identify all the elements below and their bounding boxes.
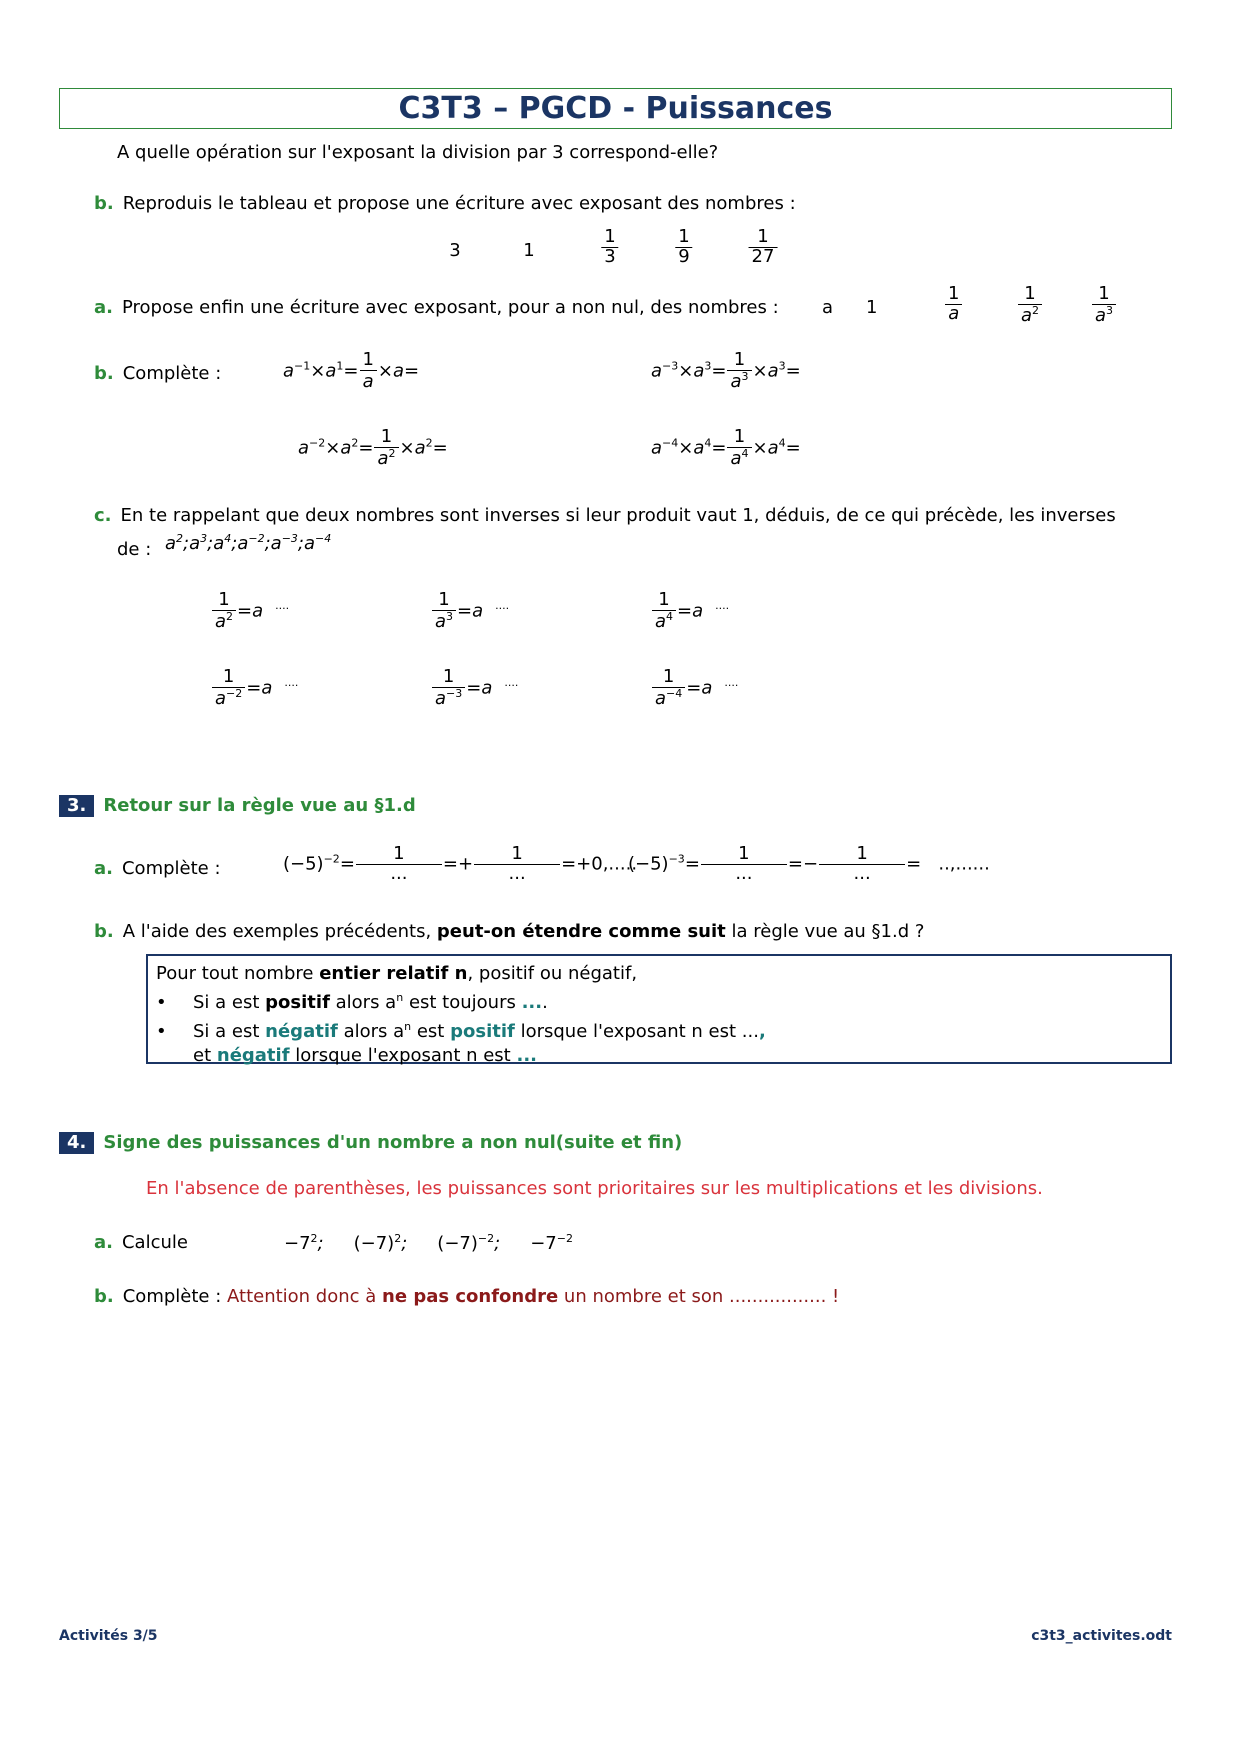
- power-list: [165, 532, 331, 554]
- base: a: [655, 610, 667, 632]
- fraction: [652, 591, 676, 632]
- fraction: [819, 845, 905, 884]
- operator: =: [785, 360, 801, 382]
- section-number: 4.: [59, 1132, 94, 1154]
- question-text: Propose enfin une écriture avec exposant, pour a non nul, des nombres :: [121, 297, 779, 318]
- base: a: [655, 687, 667, 709]
- exponent: 3: [741, 369, 749, 383]
- base: a: [362, 370, 374, 392]
- result-blank: =+0,.....: [561, 853, 638, 875]
- number: 1: [523, 240, 535, 261]
- rule-text: est: [416, 1021, 445, 1042]
- exponent: 2: [226, 609, 234, 623]
- denominator: [374, 447, 398, 469]
- exponent: −2: [556, 1232, 573, 1245]
- base: a: [701, 677, 713, 699]
- operator: =: [711, 360, 727, 382]
- inverse-3: [651, 591, 729, 632]
- denominator: [432, 610, 456, 632]
- question-text: Calcule: [121, 1232, 188, 1253]
- question-text-bold: peut-on étendre comme suit: [436, 921, 726, 942]
- number: 3: [449, 240, 461, 261]
- separator: ;: [264, 533, 271, 554]
- base: a: [651, 360, 663, 382]
- formula-4: [651, 428, 801, 469]
- denominator: a: [945, 304, 962, 324]
- base: a: [340, 437, 352, 459]
- formula-1: [283, 351, 419, 392]
- exponent: 4: [224, 532, 232, 545]
- operator: ×: [752, 437, 768, 459]
- question-b1: [94, 193, 796, 214]
- rule-text-teal: négatif: [265, 1021, 338, 1042]
- operator: =: [343, 360, 359, 382]
- denominator: ...: [819, 864, 905, 884]
- rule-text-bold: positif: [265, 992, 330, 1013]
- rule-text: alors a: [343, 1021, 405, 1042]
- denominator: ...: [356, 864, 442, 884]
- fraction: [727, 351, 751, 392]
- exponent: n: [396, 991, 404, 1004]
- separator: ;: [297, 533, 304, 554]
- operator: =: [466, 677, 482, 699]
- exponent: 3: [1106, 303, 1114, 317]
- exponent: −1: [294, 359, 311, 373]
- operator: =: [339, 853, 355, 875]
- fraction: [212, 591, 236, 632]
- operator: =: [785, 437, 801, 459]
- exponent: 4: [778, 436, 786, 450]
- numerator: 1: [733, 349, 746, 370]
- title-box: [59, 88, 1172, 129]
- blank-dots: ....: [495, 599, 510, 613]
- base: a: [730, 370, 742, 392]
- exponent: n: [404, 1020, 412, 1033]
- fraction: [212, 668, 245, 709]
- question-text: A l'aide des exemples précédents,: [122, 921, 432, 942]
- denominator: [212, 687, 245, 709]
- question-text: Complète :: [121, 858, 221, 879]
- numerator: 1: [1098, 283, 1110, 304]
- rule-text: alors a: [335, 992, 397, 1013]
- separator: ;: [317, 1233, 324, 1254]
- exponent: 2: [351, 436, 359, 450]
- rule-text: Si a est: [193, 992, 260, 1013]
- exponent: −2: [477, 1232, 495, 1245]
- rule-text-teal: négatif: [216, 1045, 290, 1066]
- question-label: b.: [94, 363, 114, 384]
- result-blank: = ..,......: [906, 853, 990, 875]
- operator: ×: [752, 360, 768, 382]
- exponent: −2: [226, 686, 243, 700]
- base: a: [325, 360, 337, 382]
- operator: =: [684, 853, 700, 875]
- separator: ;: [494, 1233, 501, 1254]
- footer-left: Activités 3/5: [59, 1628, 158, 1644]
- base: a: [767, 437, 779, 459]
- numerator: 1: [511, 843, 523, 864]
- denominator: [1092, 304, 1116, 326]
- question-label: a.: [94, 1232, 113, 1253]
- denominator: [360, 370, 377, 392]
- base: a: [481, 677, 493, 699]
- exponent: −3: [446, 686, 463, 700]
- question-label: b.: [94, 1286, 114, 1307]
- calc-expression: [284, 1232, 573, 1254]
- base: a: [237, 533, 249, 554]
- question-text: Reproduis le tableau et propose une écriture avec exposant des nombres :: [122, 193, 796, 214]
- exponent: 4: [741, 446, 749, 460]
- bullet-icon: •: [156, 992, 167, 1013]
- rule-text: et: [193, 1045, 212, 1066]
- rule-box: [146, 954, 1172, 1064]
- denominator: [727, 370, 751, 392]
- blank-dots: ....: [275, 599, 290, 613]
- operator: ×: [310, 360, 326, 382]
- exponent: −2: [323, 852, 340, 866]
- base: a: [215, 687, 227, 709]
- question-label: a.: [94, 858, 113, 879]
- base: (−5): [628, 853, 669, 875]
- base: a: [692, 600, 704, 622]
- question-b3: [94, 921, 924, 942]
- fraction: [1092, 285, 1116, 326]
- numerator: 1: [393, 843, 405, 864]
- rule-text: Si a est: [193, 1021, 260, 1042]
- base: a: [767, 360, 779, 382]
- operator: =: [686, 677, 702, 699]
- rule-blank: ...: [516, 1045, 537, 1066]
- base: a: [377, 447, 389, 469]
- question-c2-line2: [117, 539, 151, 560]
- blank-dots: ....: [724, 676, 739, 690]
- base: a: [303, 533, 316, 554]
- expr-term: −7: [284, 1233, 311, 1254]
- denominator: ...: [474, 864, 560, 884]
- separator: ;: [183, 533, 190, 554]
- fraction: [601, 228, 618, 267]
- question-text: Complète :: [122, 363, 222, 384]
- expr-term: (−7): [353, 1233, 395, 1254]
- sign-formula-2: [628, 845, 990, 884]
- exponent: 3: [704, 359, 712, 373]
- exponent: −4: [666, 686, 683, 700]
- inverse-5: [431, 668, 518, 709]
- numerator: 1: [438, 589, 450, 610]
- numerator: 1: [218, 589, 230, 610]
- denominator: ...: [701, 864, 787, 884]
- numerator: 1: [738, 843, 750, 864]
- section-number: 3.: [59, 795, 94, 817]
- base: a: [261, 677, 273, 699]
- blank-dots: ....: [715, 599, 730, 613]
- formula-3: [298, 428, 448, 469]
- operator: =: [404, 360, 420, 382]
- fraction: [652, 668, 685, 709]
- warning-text-bold: ne pas confondre: [382, 1286, 559, 1307]
- operator: =: [246, 677, 262, 699]
- base: a: [435, 687, 447, 709]
- question-label: a.: [94, 297, 113, 318]
- exponent: −3: [281, 532, 298, 545]
- question-label: b.: [94, 193, 114, 214]
- rule-line-1: [156, 962, 1162, 986]
- exponent: 4: [704, 436, 712, 450]
- exponent: −4: [315, 532, 332, 545]
- exponent: 2: [176, 532, 184, 545]
- base: a: [1021, 304, 1033, 326]
- number: a: [822, 297, 834, 318]
- exponent: 1: [336, 359, 344, 373]
- formula-2: [651, 351, 801, 392]
- operator: ×: [399, 437, 415, 459]
- denominator: 9: [675, 247, 692, 267]
- base: a: [270, 533, 282, 554]
- base: a: [252, 600, 264, 622]
- base: a: [189, 533, 201, 554]
- numerator: 1: [948, 283, 960, 304]
- question-text: Complète :: [122, 1286, 222, 1307]
- numerator: 1: [856, 843, 868, 864]
- exponent: 3: [446, 609, 454, 623]
- fraction: [356, 845, 442, 884]
- priority-note: En l'absence de parenthèses, les puissances sont prioritaires sur les multiplications et les divisions.: [146, 1178, 1043, 1199]
- rule-text: Pour tout nombre: [156, 963, 314, 984]
- fraction: [675, 228, 692, 267]
- fraction: [432, 668, 465, 709]
- operator: =: [711, 437, 727, 459]
- question-text: En te rappelant que deux nombres sont inverses si leur produit vaut 1, déduis, de ce qui précède, les inverses: [120, 505, 1116, 526]
- operator: ×: [377, 360, 394, 382]
- base: a: [651, 437, 663, 459]
- rule-text: , positif ou négatif,: [467, 963, 638, 984]
- numerator: 1: [442, 666, 455, 687]
- numerator: 1: [733, 426, 746, 447]
- exponent: 2: [1032, 303, 1040, 317]
- fraction: [727, 428, 751, 469]
- operator: ×: [678, 360, 694, 382]
- base: a: [298, 437, 310, 459]
- base: a: [730, 447, 742, 469]
- fraction: [359, 351, 376, 392]
- operator: =: [677, 600, 693, 622]
- exponent: 2: [394, 1232, 402, 1245]
- fraction: [749, 228, 778, 267]
- rule-text-teal: positif: [450, 1021, 515, 1042]
- base: a: [393, 360, 405, 382]
- base: a: [472, 600, 484, 622]
- inverse-6: [651, 668, 738, 709]
- sign-formula-1: [283, 845, 637, 884]
- section-4-header: [59, 1132, 682, 1154]
- base: a: [215, 610, 227, 632]
- fraction: [945, 285, 962, 324]
- base: a: [693, 437, 705, 459]
- question-a2: [94, 297, 779, 318]
- page-title: C3T3 – PGCD - Puissances: [398, 91, 833, 126]
- exponent: 4: [666, 609, 674, 623]
- exponent: −2: [248, 532, 265, 545]
- bullet-icon: •: [156, 1021, 167, 1042]
- base: a: [165, 533, 177, 554]
- fraction: [474, 845, 560, 884]
- operator: =: [787, 853, 803, 875]
- question-label: c.: [94, 505, 112, 526]
- operator: =: [442, 853, 458, 875]
- fraction: [701, 845, 787, 884]
- expr-term: −7: [530, 1233, 557, 1254]
- blank-dots: ....: [284, 676, 299, 690]
- exponent: −3: [662, 359, 679, 373]
- exponent: 2: [425, 436, 433, 450]
- operator: −: [803, 853, 819, 875]
- fraction: [432, 591, 456, 632]
- blank-dots: ....: [504, 676, 519, 690]
- numerator: 1: [362, 349, 374, 370]
- operator: +: [458, 853, 474, 875]
- warning-text: Attention donc à: [227, 1286, 377, 1307]
- denominator: [432, 687, 465, 709]
- numerator: 1: [222, 666, 235, 687]
- base: (−5): [283, 853, 324, 875]
- operator: =: [432, 437, 448, 459]
- numerator: 1: [1024, 283, 1036, 304]
- question-label: b.: [94, 921, 114, 942]
- rule-line-4: [156, 1044, 1162, 1068]
- numerator: 1: [678, 226, 690, 247]
- operator: ×: [325, 437, 341, 459]
- fraction: [374, 428, 398, 469]
- numerator: 1: [604, 226, 616, 247]
- base: a: [213, 533, 225, 554]
- rule-text: lorsque l'exposant n est ...: [520, 1021, 759, 1042]
- denominator: [212, 610, 236, 632]
- rule-blank: ...: [521, 992, 543, 1013]
- operator: =: [457, 600, 473, 622]
- rule-line-3: [156, 1015, 1162, 1044]
- rule-text-teal: ,: [758, 1021, 766, 1042]
- numerator: 1: [662, 666, 675, 687]
- footer-right: c3t3_activites.odt: [1031, 1628, 1172, 1644]
- question-c2: [94, 505, 1116, 526]
- warning-text: un nombre et son ................. !: [563, 1286, 840, 1307]
- numerator: 1: [658, 589, 670, 610]
- expr-term: (−7): [437, 1233, 478, 1254]
- inverse-4: [211, 668, 298, 709]
- exponent: 2: [310, 1232, 318, 1245]
- denominator: 3: [601, 247, 618, 267]
- base: a: [693, 360, 705, 382]
- question-intro: A quelle opération sur l'exposant la division par 3 correspond-elle?: [117, 142, 719, 163]
- rule-text: est toujours: [408, 992, 516, 1013]
- operator: =: [237, 600, 253, 622]
- number: 1: [866, 297, 878, 318]
- separator: ;: [231, 533, 238, 554]
- question-text: la règle vue au §1.d ?: [731, 921, 925, 942]
- base: a: [414, 437, 426, 459]
- base: a: [283, 360, 295, 382]
- separator: ;: [207, 533, 214, 554]
- question-text: de :: [117, 539, 152, 560]
- exponent: 3: [778, 359, 786, 373]
- denominator: [652, 610, 676, 632]
- exponent: −2: [309, 436, 326, 450]
- separator: ;: [401, 1233, 408, 1254]
- question-a3: [94, 858, 221, 879]
- fraction: [1018, 285, 1042, 326]
- question-a4: [94, 1232, 188, 1253]
- section-title: Retour sur la règle vue au §1.d: [103, 795, 416, 816]
- section-3-header: [59, 795, 416, 817]
- denominator: [1018, 304, 1042, 326]
- base: a: [435, 610, 447, 632]
- inverse-1: [211, 591, 289, 632]
- inverse-2: [431, 591, 509, 632]
- denominator: [652, 687, 685, 709]
- operator: =: [358, 437, 374, 459]
- rule-text-bold: entier relatif n: [319, 963, 468, 984]
- section-title: Signe des puissances d'un nombre a non nul(suite et fin): [103, 1132, 683, 1153]
- rule-line-2: • Si a est positif alors $a^n$ est toujours ....: [156, 991, 548, 1013]
- denominator: [727, 447, 751, 469]
- base: a: [1095, 304, 1107, 326]
- exponent: −4: [662, 436, 679, 450]
- exponent: 2: [388, 446, 396, 460]
- question-b4: [94, 1286, 839, 1307]
- numerator: 1: [380, 426, 393, 447]
- exponent: 3: [200, 532, 208, 545]
- rule-text: lorsque l'exposant n est: [295, 1045, 511, 1066]
- operator: ×: [678, 437, 694, 459]
- exponent: −3: [668, 852, 685, 866]
- numerator: 1: [757, 226, 769, 247]
- denominator: 27: [749, 247, 778, 267]
- question-b2: [94, 363, 221, 384]
